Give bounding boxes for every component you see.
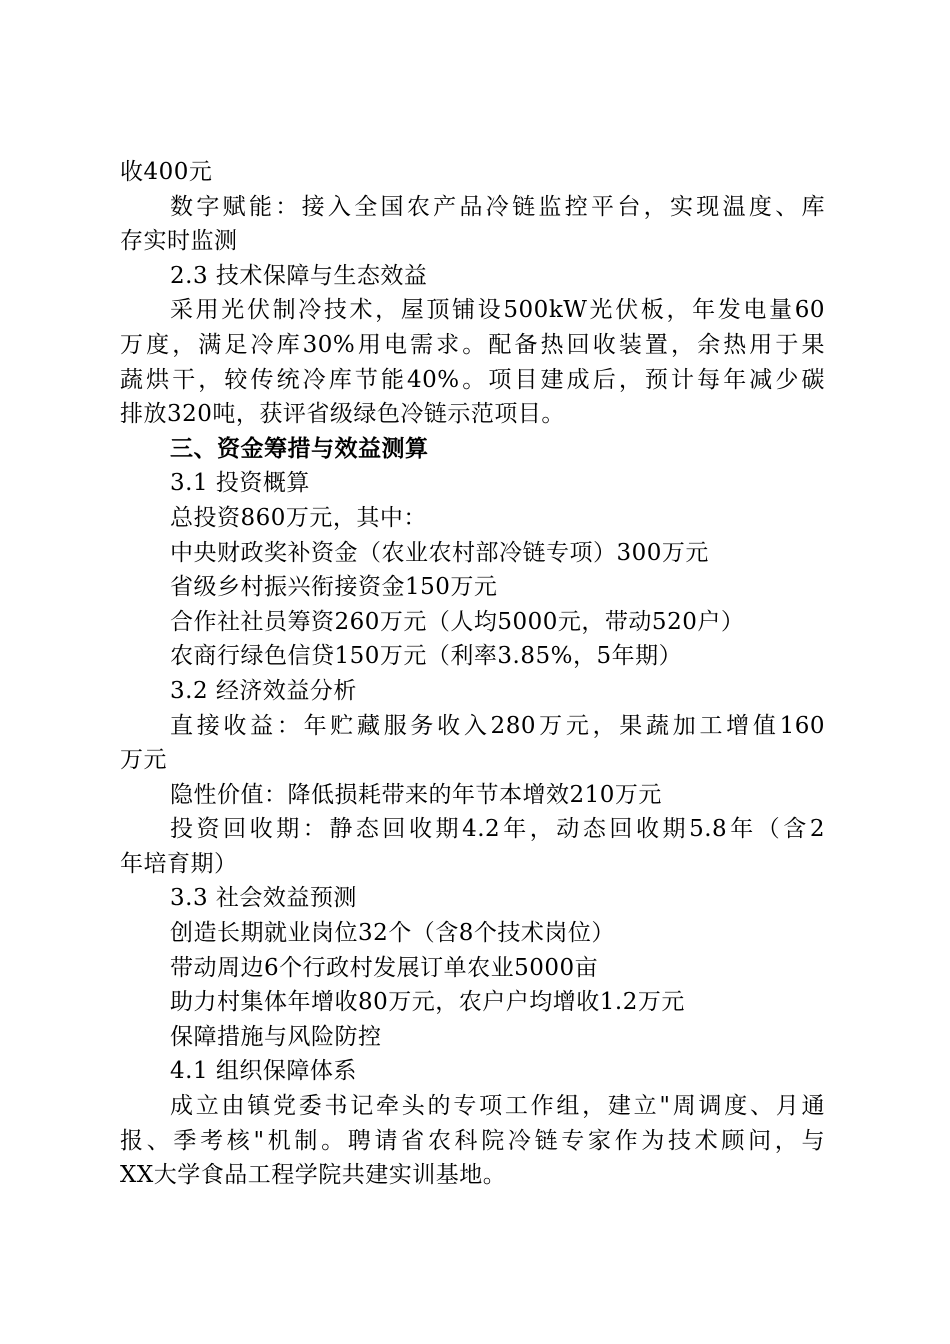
text-line: XX大学食品工程学院共建实训基地。 [120, 1162, 507, 1189]
section-heading: 2.3 技术保障与生态效益 [170, 262, 428, 289]
text-line: 排放320吨，获评省级绿色冷链示范项目。 [120, 401, 565, 428]
chapter-heading: 保障措施与风险防控 [170, 1023, 382, 1050]
list-item: 助力村集体年增收80万元，农户户均增收1.2万元 [170, 989, 685, 1016]
section-heading: 4.1 组织保障体系 [170, 1058, 357, 1085]
text-line: 数字赋能：接入全国农产品冷链监控平台，实现温度、库 [170, 193, 825, 220]
list-item: 带动周边6个行政村发展订单农业5000亩 [170, 954, 599, 981]
list-item: 省级乡村振兴衔接资金150万元 [170, 574, 498, 601]
text-line: 报、季考核"机制。聘请省农科院冷链专家作为技术顾问，与 [120, 1127, 825, 1154]
text-line: 直接收益：年贮藏服务收入280万元，果蔬加工增值160 [170, 712, 825, 739]
section-heading: 3.2 经济效益分析 [170, 677, 357, 704]
text-line: 年培育期） [120, 850, 238, 877]
text-line: 成立由镇党委书记牵头的专项工作组，建立"周调度、月通 [170, 1093, 825, 1120]
section-heading: 3.1 投资概算 [170, 470, 310, 497]
text-line: 蔬烘干，较传统冷库节能40%。项目建成后，预计每年减少碳 [120, 366, 825, 393]
section-heading: 3.3 社会效益预测 [170, 885, 357, 912]
chapter-heading: 三、资金筹措与效益测算 [170, 434, 429, 462]
text-line: 采用光伏制冷技术，屋顶铺设500kW光伏板，年发电量60 [170, 297, 825, 324]
list-item: 合作社社员筹资260万元（人均5000元，带动520户） [170, 608, 745, 635]
list-item: 农商行绿色信贷150万元（利率3.85%，5年期） [170, 643, 683, 670]
list-item: 创造长期就业岗位32个（含8个技术岗位） [170, 920, 615, 947]
text-line: 万元 [120, 747, 167, 774]
text-line: 万度，满足冷库30%用电需求。配备热回收装置，余热用于果 [120, 331, 825, 358]
list-item: 中央财政奖补资金（农业农村部冷链专项）300万元 [170, 539, 709, 566]
text-line: 存实时监测 [120, 228, 238, 255]
document-body [120, 155, 825, 1193]
text-line: 收400元 [120, 159, 213, 185]
text-line: 投资回收期：静态回收期4.2年，动态回收期5.8年（含2 [170, 816, 825, 843]
text-line: 总投资860万元，其中： [170, 504, 427, 531]
text-line: 隐性价值：降低损耗带来的年节本增效210万元 [170, 781, 662, 808]
